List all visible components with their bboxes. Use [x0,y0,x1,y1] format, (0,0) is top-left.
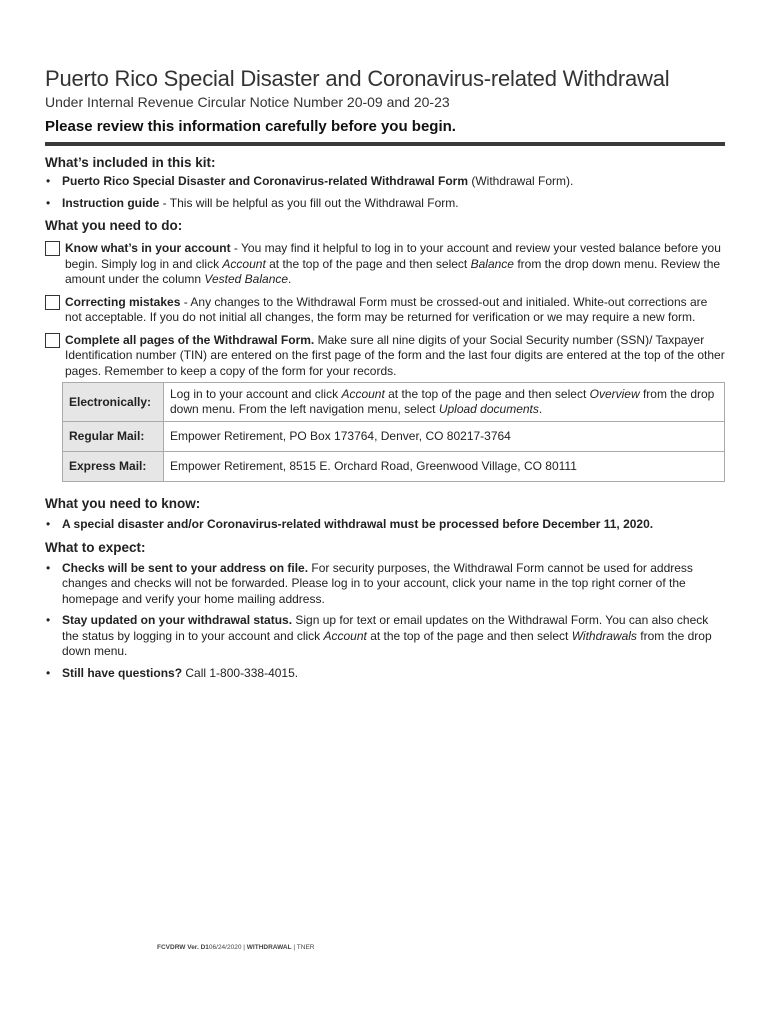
list-item: • Checks will be sent to your address on file. For security purposes, the Withdrawal Form cannot be used for address changes and checks will not be forwarded. Please log in to your account, click your name in the top right corner of the homepage and verify your home mailing address. [45,561,725,608]
kit-list [45,174,725,211]
todo-item-account: Know what’s in your account - You may find it helpful to log in to your account and review your vested balance before you begin. Simply log in and click Account at the top of the page and then select Balance from the drop down menu. Review the amount under the column Vested Balance. [45,241,725,288]
todo-item-complete: Complete all pages of the Withdrawal Form. Make sure all nine digits of your Social Security number (SSN)/ Taxpayer Identification number (TIN) are entered on the first page of the form and the last four digits are entered at the top of the other pages. Remember to keep a copy of the form for your records. [45,333,725,380]
table-label: Electronically: [63,383,164,422]
form-type: WITHDRAWAL [246,944,292,951]
page-title: Puerto Rico Special Disaster and Coronavirus-related Withdrawal [45,66,670,91]
form-code: FCVDRW Ver. D1 [157,944,209,951]
table-cell: Log in to your account and click Account at the top of the page and then select Overview from the drop down menu. From the left navigation menu, select Upload documents. [164,383,725,422]
todo-list [45,241,725,379]
list-item: • Stay updated on your withdrawal status. Sign up for text or email updates on the Withdrawal Form. You can also check the status by logging in to your account and click Account at the top of the page and then select Withdrawals from the drop down menu. [45,613,725,660]
form-suffix: TNER [296,944,315,951]
expect-heading: What to expect: [45,539,146,555]
checkbox[interactable] [45,333,60,348]
table-cell: Empower Retirement, 8515 E. Orchard Road, Greenwood Village, CO 80111 [164,452,725,482]
know-heading: What you need to know: [45,496,201,511]
todo-item-mistakes: Correcting mistakes - Any changes to the Withdrawal Form must be crossed-out and initialed. White-out corrections are not acceptable. If you do not initial all changes, the form may be returned for verification or we may require a new form. [45,295,725,326]
footer-separator: | [293,944,296,951]
checkbox[interactable] [45,295,60,310]
table-row [63,383,725,422]
footer-separator: | [243,944,245,951]
checkbox[interactable] [45,241,60,256]
page-subtitle: Under Internal Revenue Circular Notice Number 20-09 and 20-23 [45,94,450,110]
review-notice: Please review this information carefully before you begin. [45,118,456,135]
table-label: Express Mail: [63,452,164,482]
todo-heading: What you need to do: [45,218,183,233]
header-divider [45,142,725,146]
table-row [63,452,725,482]
document-page [45,66,725,687]
table-row [63,422,725,452]
list-item: • Instruction guide - This will be helpful as you fill out the Withdrawal Form. [45,196,725,212]
submission-table [62,382,725,482]
kit-heading: What’s included in this kit: [45,155,216,170]
table-cell: Empower Retirement, PO Box 173764, Denver, CO 80217-3764 [164,422,725,452]
form-footer [157,944,314,951]
list-item: • Still have questions? Call 1-800-338-4015. [45,666,725,682]
table-label: Regular Mail: [63,422,164,452]
expect-list [45,561,725,682]
list-item: • A special disaster and/or Coronavirus-related withdrawal must be processed before December 11, 2020. [45,517,725,533]
list-item: • Puerto Rico Special Disaster and Coronavirus-related Withdrawal Form (Withdrawal Form). [45,174,725,190]
form-date: 06/24/2020 [208,944,242,951]
know-list [45,517,725,533]
